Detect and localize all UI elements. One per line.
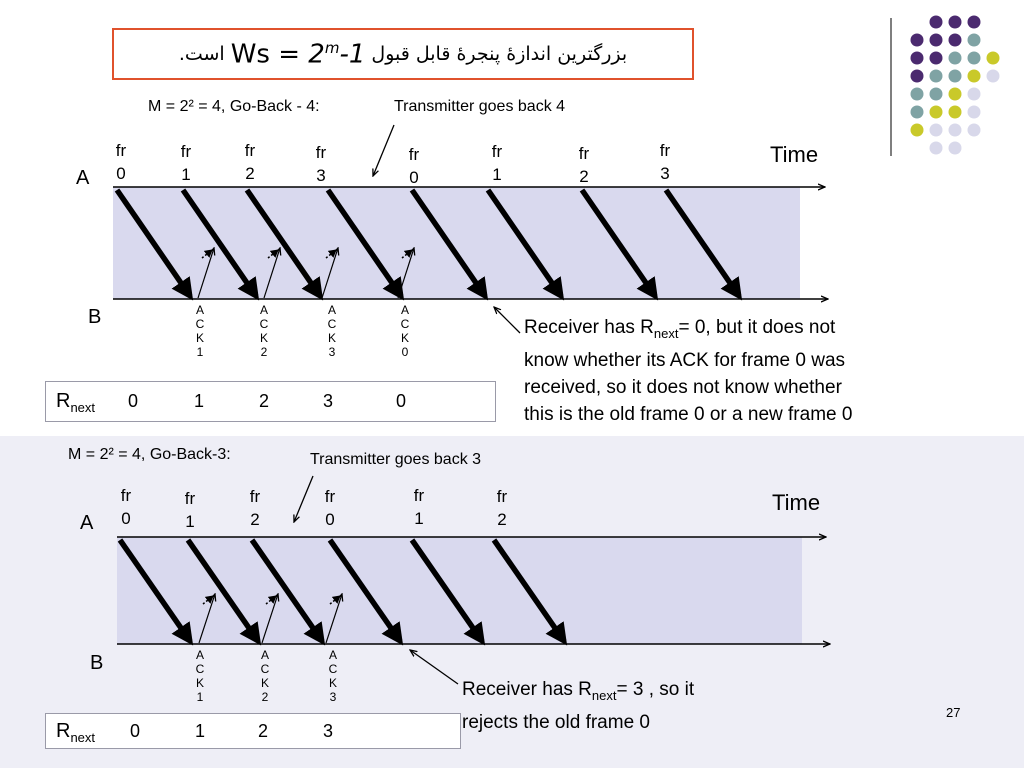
top-frame-label-1 — [177, 140, 195, 186]
frame-label-fr: fr — [413, 486, 425, 505]
top-ack-dotted-1 — [268, 250, 278, 258]
top-ack-label-2 — [327, 303, 337, 359]
ack-letter: C — [195, 662, 205, 676]
frame-label-num: 1 — [492, 165, 502, 184]
frame-label-num: 0 — [116, 164, 126, 183]
bottom-ack-label-0 — [195, 648, 205, 704]
top-rnext-value-3: 3 — [323, 391, 334, 411]
top-frame-arrow-7 — [666, 190, 739, 296]
top-ack-arrow-1 — [264, 248, 280, 298]
decor-dot — [968, 16, 981, 29]
top-band — [113, 187, 800, 299]
top-note-line1b: = 0, but it does not — [678, 317, 836, 338]
ack-letter: 2 — [261, 690, 269, 704]
ack-letter: K — [400, 331, 409, 345]
frame-label-num: 0 — [325, 510, 335, 529]
ack-letter: K — [259, 331, 268, 345]
top-frame-label-3 — [312, 141, 330, 187]
bottom-ack-label-1 — [260, 648, 270, 704]
top-receiver-pointer — [494, 307, 520, 333]
ack-letter: K — [328, 676, 337, 690]
ack-letter: C — [400, 317, 410, 331]
bottom-frame-label-1 — [181, 487, 199, 533]
title-base: 2 — [308, 39, 325, 70]
top-time-label: Time — [770, 142, 819, 167]
bottom-receiver-note — [462, 676, 694, 736]
top-ack-arrow-3 — [398, 248, 414, 298]
frame-label-fr: fr — [659, 141, 671, 160]
top-goes-back-note: Transmitter goes back 4 — [394, 98, 566, 115]
bottom-receiver-label: B — [90, 652, 104, 674]
top-ack-label-3 — [400, 303, 410, 359]
decor-dot — [911, 88, 924, 101]
top-note-line4: this is the old frame 0 or a new frame 0 — [524, 403, 853, 425]
top-rnext-r: R — [56, 390, 71, 412]
frame-label-fr: fr — [578, 144, 590, 163]
top-note-line2: know whether its ACK for frame 0 was — [524, 349, 846, 371]
ack-letter: A — [400, 303, 409, 317]
ack-letter: A — [327, 303, 336, 317]
decor-dot — [949, 124, 962, 137]
top-ack-dotted-3 — [402, 250, 412, 258]
title-minus-one: -1 — [339, 39, 366, 70]
bottom-rnext-value-0: 0 — [130, 721, 141, 741]
ack-letter: 2 — [260, 345, 268, 359]
top-rnext-value-2: 2 — [259, 391, 270, 411]
title-ws: Ws = — [230, 39, 309, 70]
decor-dot — [911, 34, 924, 47]
top-frame-arrow-0 — [117, 190, 190, 296]
decor-dot — [911, 106, 924, 119]
decor-dot — [949, 142, 962, 155]
slide-title — [112, 28, 694, 80]
decor-dot — [949, 106, 962, 119]
ack-letter: K — [195, 676, 204, 690]
top-ack-arrow-0 — [198, 248, 214, 298]
frame-label-num: 3 — [316, 166, 326, 185]
ack-letter: 3 — [329, 690, 337, 704]
top-frame-arrow-3 — [328, 190, 401, 296]
top-frame-label-7 — [656, 139, 674, 185]
frame-label-fr: fr — [249, 487, 261, 506]
top-receiver-label: B — [88, 306, 102, 328]
bottom-note-line1a: Receiver has R — [462, 679, 592, 700]
top-goes-back-pointer — [373, 125, 394, 176]
decor-dot — [930, 106, 943, 119]
ack-letter: 1 — [196, 345, 204, 359]
top-rnext-value-1: 1 — [194, 391, 205, 411]
ack-letter: 0 — [401, 345, 409, 359]
decor-dot — [930, 142, 943, 155]
decor-dot — [930, 16, 943, 29]
title-exponent: m — [324, 38, 340, 57]
frame-label-fr: fr — [315, 143, 327, 162]
top-rnext-sub: next — [70, 400, 96, 415]
top-frame-arrow-5 — [488, 190, 561, 296]
ack-letter: A — [195, 303, 204, 317]
decor-dot — [911, 124, 924, 137]
bottom-rnext-r: R — [56, 720, 71, 742]
top-frame-label-6 — [575, 142, 593, 188]
frame-label-fr: fr — [120, 486, 132, 505]
bottom-rnext-value-2: 2 — [258, 721, 269, 741]
frame-label-num: 2 — [497, 510, 507, 529]
decor-dot — [930, 88, 943, 101]
bottom-frame-label-5 — [493, 485, 511, 531]
decor-dot — [968, 70, 981, 83]
frame-label-fr: fr — [115, 141, 127, 160]
decor-dot — [911, 52, 924, 65]
top-frame-arrow-2 — [247, 190, 320, 296]
title-fa-text: بزرگترین اندازۀ پنجرۀ قابل قبول — [371, 43, 628, 65]
bottom-rnext-label — [56, 720, 95, 745]
frame-label-fr: fr — [324, 487, 336, 506]
top-rnext-value-0: 0 — [128, 391, 139, 411]
frame-label-num: 2 — [250, 510, 260, 529]
bottom-note-sub: next — [591, 687, 617, 703]
frame-label-fr: fr — [184, 489, 196, 508]
decor-dot — [968, 34, 981, 47]
frame-label-num: 1 — [181, 165, 191, 184]
bottom-rnext-box — [45, 713, 461, 749]
top-frame-arrow-6 — [582, 190, 655, 296]
ack-letter: K — [195, 331, 204, 345]
decor-dot — [968, 52, 981, 65]
frame-label-num: 1 — [185, 512, 195, 531]
frame-label-num: 3 — [660, 164, 670, 183]
top-heading: M = 2² = 4, Go-Back - 4: — [148, 98, 320, 115]
decor-dot — [930, 124, 943, 137]
decor-dot — [949, 34, 962, 47]
frame-label-fr: fr — [408, 145, 420, 164]
decor-dot — [949, 52, 962, 65]
decor-dot — [930, 52, 943, 65]
top-frame-arrow-4 — [412, 190, 485, 296]
title-formula — [231, 39, 366, 70]
decor-dot — [930, 70, 943, 83]
bottom-sender-label: A — [80, 512, 94, 534]
top-rnext-label — [56, 390, 95, 415]
top-sender-label: A — [76, 167, 90, 189]
bottom-ack-label-2 — [328, 648, 338, 704]
frame-label-fr: fr — [244, 141, 256, 160]
top-frame-label-2 — [241, 139, 259, 185]
top-frame-label-0 — [112, 139, 130, 185]
top-note-line1a: Receiver has R — [524, 317, 654, 338]
bottom-note-line1b: = 3 , so it — [616, 679, 695, 700]
top-rnext-box — [45, 381, 496, 422]
top-ack-dotted-2 — [326, 250, 336, 258]
ack-letter: C — [259, 317, 269, 331]
ack-letter: C — [195, 317, 205, 331]
bottom-time-label: Time — [772, 490, 821, 515]
bottom-goes-back-note: Transmitter goes back 3 — [310, 451, 482, 468]
frame-label-fr: fr — [491, 142, 503, 161]
bottom-frame-label-4 — [410, 484, 428, 530]
ack-letter: 1 — [196, 690, 204, 704]
top-note-sub: next — [653, 325, 679, 341]
top-rnext-value-4: 0 — [396, 391, 407, 411]
top-frame-label-5 — [488, 140, 506, 186]
decor-dot — [949, 70, 962, 83]
bottom-frame-label-0 — [117, 484, 135, 530]
frame-label-fr: fr — [496, 487, 508, 506]
bottom-frame-label-2 — [246, 485, 264, 531]
ack-letter: A — [260, 648, 269, 662]
ack-letter: A — [328, 648, 337, 662]
top-ack-arrow-2 — [322, 248, 338, 298]
decor-dot — [911, 70, 924, 83]
bottom-heading: M = 2² = 4, Go-Back-3: — [68, 446, 231, 463]
ack-letter: A — [195, 648, 204, 662]
ack-letter: C — [260, 662, 270, 676]
top-note-line3: received, so it does not know whether — [524, 376, 842, 398]
top-frame-label-4 — [405, 143, 423, 189]
frame-label-fr: fr — [180, 142, 192, 161]
ack-letter: K — [260, 676, 269, 690]
page-number: 27 — [946, 705, 961, 720]
decor-dot — [968, 106, 981, 119]
top-ack-label-1 — [259, 303, 269, 359]
decor-dot — [949, 16, 962, 29]
bottom-frame-label-3 — [321, 485, 339, 531]
ack-letter: C — [328, 662, 338, 676]
decor-dot — [987, 52, 1000, 65]
ack-letter: 3 — [328, 345, 336, 359]
top-ack-dotted-0 — [202, 250, 212, 258]
top-frame-arrow-1 — [183, 190, 256, 296]
decor-dot — [987, 70, 1000, 83]
bottom-rnext-sub: next — [70, 730, 96, 745]
decor-dot — [968, 124, 981, 137]
bottom-rnext-value-3: 3 — [323, 721, 334, 741]
ack-letter: A — [259, 303, 268, 317]
decor-dot — [949, 88, 962, 101]
frame-label-num: 0 — [121, 509, 131, 528]
bottom-note-line2: rejects the old frame 0 — [462, 711, 650, 733]
frame-label-num: 2 — [579, 167, 589, 186]
ack-letter: K — [327, 331, 336, 345]
ack-letter: C — [327, 317, 337, 331]
decor-dot — [930, 34, 943, 47]
frame-label-num: 1 — [414, 509, 424, 528]
top-receiver-note — [524, 314, 852, 428]
frame-label-num: 0 — [409, 168, 419, 187]
bottom-rnext-value-1: 1 — [195, 721, 206, 741]
decor-dot — [968, 88, 981, 101]
title-fa-suffix: است. — [178, 43, 225, 65]
frame-label-num: 2 — [245, 164, 255, 183]
top-ack-label-0 — [195, 303, 205, 359]
